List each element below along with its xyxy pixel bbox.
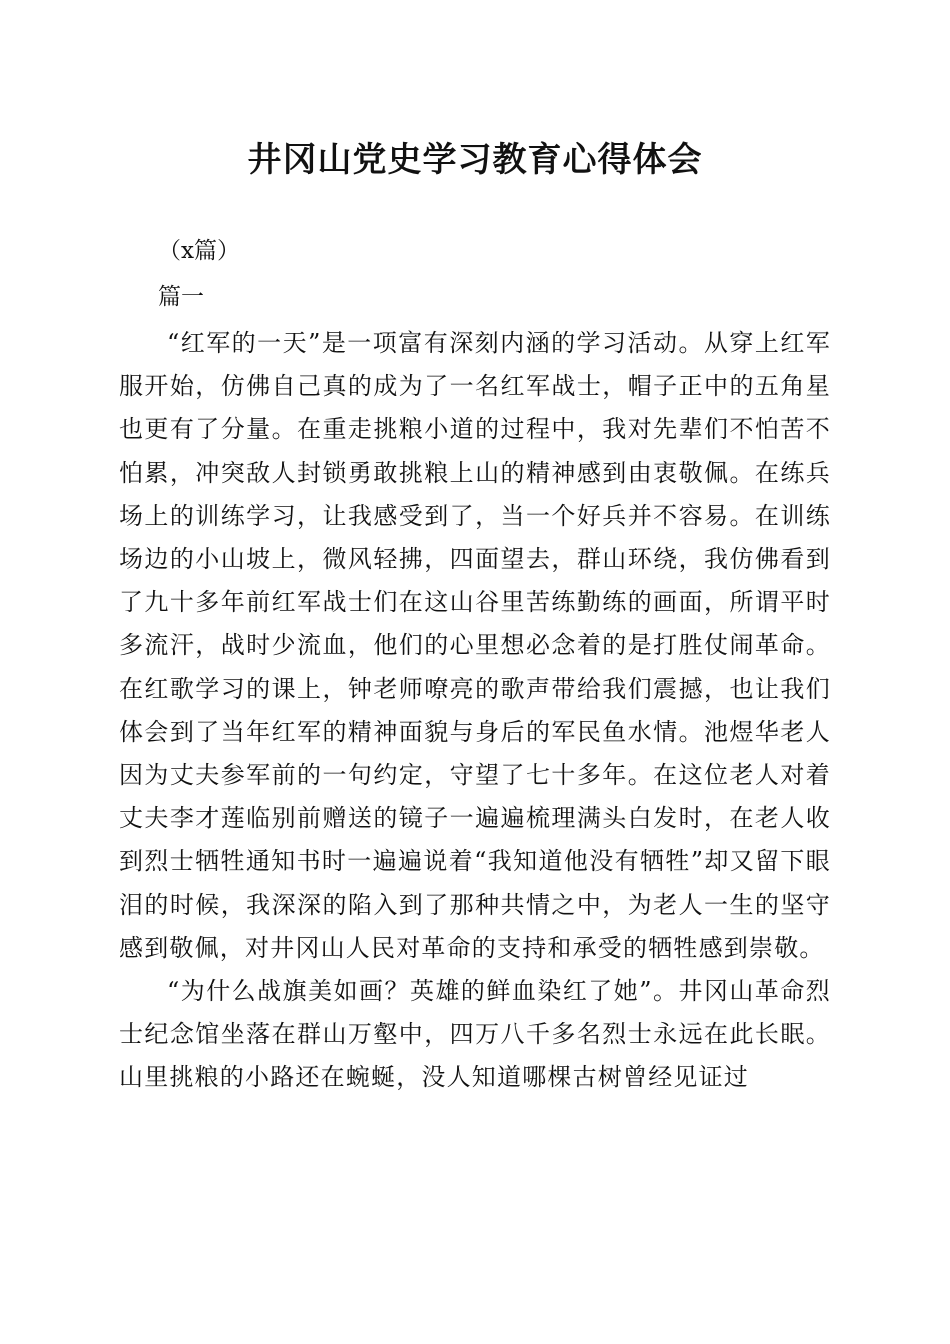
paragraph: “为什么战旗美如画？英雄的鲜血染红了她”。井冈山革命烈士纪念馆坐落在群山万壑中，四万八千多名烈士永远在此长眠。山里挑粮的小路还在蜿蜒，没人知道哪棵古树曾经见证过 [119, 977, 831, 1092]
paragraph: “红军的一天”是一项富有深刻内涵的学习活动。从穿上红军服开始，仿佛自己真的成为了一名红军战士，帽子正中的五角星也更有了分量。在重走挑粮小道的过程中，我对先辈们不怕苦不怕累，冲突敌人封锁勇敢挑粮上山的精神感到由衷敬佩。在练兵场上的训练学习，让我感受到了，当一个好兵并不容易。在训练场边的小山坡上，微风轻拂，四面望去，群山环绕，我仿佛看到了九十多年前红军战士们在这山谷里苦练勤练的画面，所谓平时多流汗，战时少流血，他们的心里想必念着的是打胜仗闹革命。在红歌学习的课上，钟老师嘹亮的歌声带给我们震撼，也让我们体会到了当年红军的精神面貌与身后的军民鱼水情。池煜华老人因为丈夫参军前的一句约定，守望了七十多年。在这位老人对着丈夫李才莲临别前赠送的镜子一遍遍梳理满头白发时，在老人收到烈士牺牲通知书时一遍遍说着“我知道他没有牺牲”却又留下眼泪的时候，我深深的陷入到了那种共情之中，为老人一生的坚守感到敬佩，对井冈山人民对革命的支持和承受的牺牲感到崇敬。 [119, 329, 831, 962]
article-count: （x篇） [158, 238, 240, 264]
document-body [119, 322, 831, 1100]
document-title: 井冈山党史学习教育心得体会 [247, 140, 703, 180]
section-heading: 篇一 [158, 284, 204, 310]
